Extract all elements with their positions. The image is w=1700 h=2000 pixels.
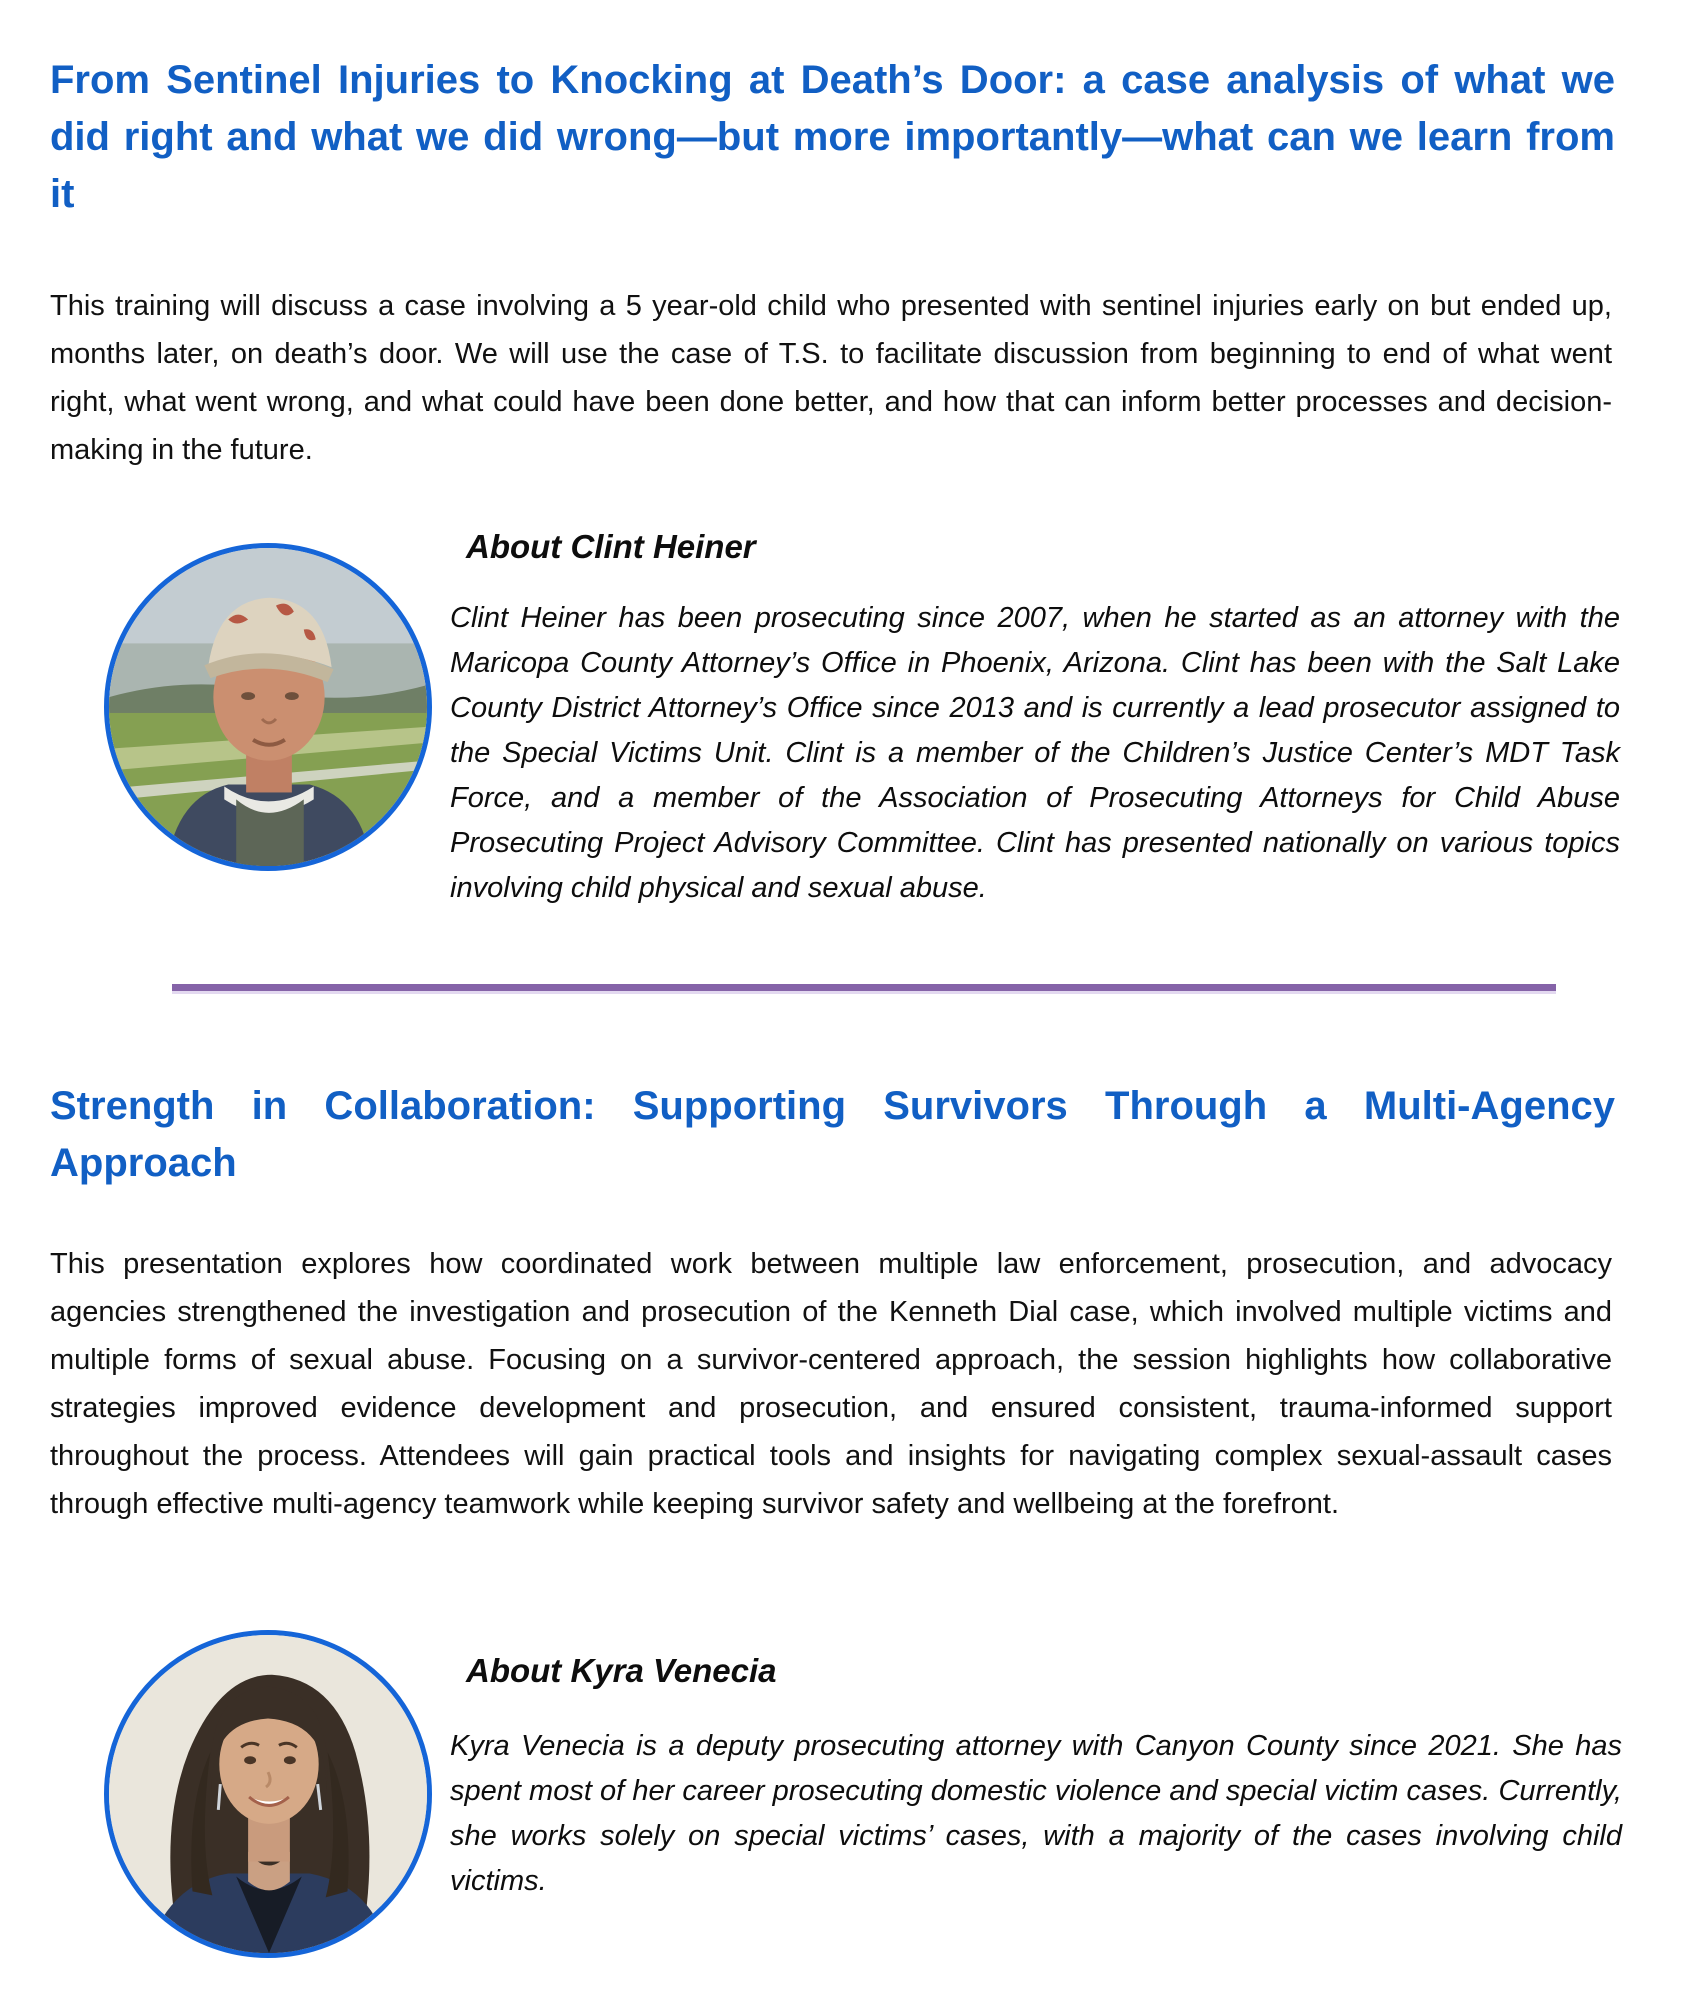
clint-heiner-photo	[104, 543, 432, 871]
clint-heiner-portrait	[109, 548, 427, 866]
session1-title: From Sentinel Injuries to Knocking at Death’s Door: a case analysis of what we did right and what we did wrong—but more importantly—what can we learn from it	[50, 58, 1615, 216]
session2-about-heading: About Kyra Venecia	[466, 1652, 777, 1689]
session1-description: This training will discuss a case involving a 5 year-old child who presented with sentinel injuries early on but ended up, months later, on death’s door. We will use the case of T.S. to facilitate discussion from beginning to end of what went right, what went wrong, and what could have been done better, and how that can inform better processes and decision-making in the future.	[50, 290, 1612, 466]
session2-speaker-bio: Kyra Venecia is a deputy prosecuting attorney with Canyon County since 2021. She has spent most of her career prosecuting domestic violence and special victim cases. Currently, she works solely on special victims’ cases, with a majority of the cases involving child victims.	[450, 1730, 1622, 1897]
session2-description: This presentation explores how coordinated work between multiple law enforcement, prosecution, and advocacy agencies strengthened the investigation and prosecution of the Kenneth Dial case, which involved multiple victims and multiple forms of sexual abuse. Focusing on a survivor-centered approach, the session highlights how collaborative strategies improved evidence development and prosecution, and ensured consistent, trauma-informed support throughout the process. Attendees will gain practical tools and insights for navigating complex sexual-assault cases through effective multi-agency teamwork while keeping survivor safety and wellbeing at the forefront.	[50, 1248, 1612, 1520]
section-divider	[172, 984, 1556, 994]
kyra-venecia-photo	[104, 1630, 432, 1958]
session1-speaker-bio: Clint Heiner has been prosecuting since 2007, when he started as an attorney with the Maricopa County Attorney’s Office in Phoenix, Arizona. Clint has been with the Salt Lake County District Attorney’s Office since 2013 and is currently a lead prosecutor assigned to the Special Victims Unit. Clint is a member of the Children’s Justice Center’s MDT Task Force, and a member of the Association of Prosecuting Attorneys for Child Abuse Prosecuting Project Advisory Committee. Clint has presented nationally on various topics involving child physical and sexual abuse.	[450, 602, 1620, 904]
session1-about-heading: About Clint Heiner	[466, 528, 756, 565]
kyra-venecia-portrait	[109, 1635, 427, 1953]
session2-title: Strength in Collaboration: Supporting Survivors Through a Multi-Agency Approach	[50, 1084, 1615, 1185]
